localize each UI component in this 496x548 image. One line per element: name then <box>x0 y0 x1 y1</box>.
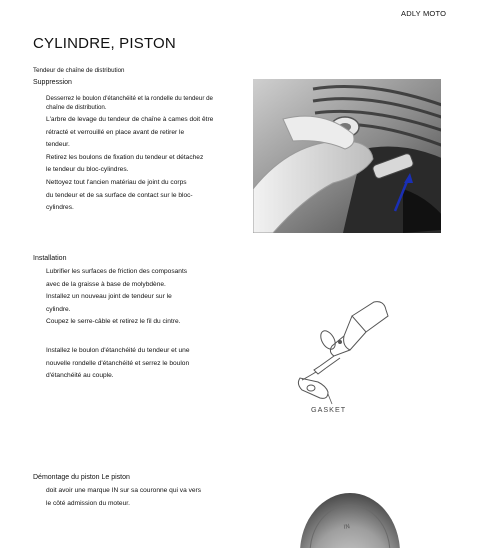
tensioner-removal-photo <box>253 79 463 233</box>
piston-text <box>46 485 266 510</box>
removal-intro <box>46 94 251 112</box>
page-title: CYLINDRE, PISTON <box>33 35 176 52</box>
gasket-label: GASKET <box>311 405 347 414</box>
text-line: cylindre. <box>46 305 71 313</box>
installation-steps-a <box>46 266 246 329</box>
text-line: du tendeur et de sa surface de contact sur le bloc- <box>46 191 193 199</box>
text-line: tendeur. <box>46 141 70 149</box>
removal-steps <box>46 114 251 215</box>
subheading-removal: Suppression <box>33 79 72 86</box>
text-line: Installez le boulon d'étanchéité du tendeur et une <box>46 347 190 354</box>
text-line: avec de la graisse à base de molybdène. <box>46 280 166 288</box>
installation-steps-b <box>46 345 246 383</box>
text-line: L'arbre de levage du tendeur de chaîne à cames doit être <box>46 116 214 123</box>
text-line: d'étanchéité au couple. <box>46 372 114 380</box>
svg-text:IN: IN <box>343 522 351 531</box>
text-line: Retirez les boulons de fixation du tendeur et détachez <box>46 153 204 161</box>
section-heading-piston: Démontage du piston Le piston <box>33 474 130 481</box>
text-line: Nettoyez tout l'ancien matériau de joint du corps <box>46 178 187 186</box>
text-line: Desserrez le boulon d'étanchéité et la rondelle du tendeur de <box>46 95 213 102</box>
text-line: doit avoir une marque IN sur sa couronne qui va vers <box>46 487 202 494</box>
brand-label: ADLY MOTO <box>401 9 447 18</box>
text-line: Installez un nouveau joint de tendeur sur le <box>46 293 172 301</box>
text-line: chaîne de distribution. <box>46 104 107 111</box>
tensioner-gasket-diagram <box>292 294 392 416</box>
section-heading-installation: Installation <box>33 255 67 262</box>
text-line: Lubrifier les surfaces de friction des composants <box>46 268 188 275</box>
text-line: nouvelle rondelle d'étanchéité et serrez le boulon <box>46 359 190 367</box>
section-heading-tensioner: Tendeur de chaîne de distribution <box>33 67 125 74</box>
piston-crown-photo <box>300 489 400 548</box>
text-line: le tendeur du bloc-cylindres. <box>46 166 129 174</box>
text-line: le côté admission du moteur. <box>46 499 130 507</box>
text-line: rétracté et verrouillé en place avant de retirer le <box>46 128 185 136</box>
text-line: cylindres. <box>46 204 74 212</box>
text-line: Coupez le serre-câble et retirez le fil du cintre. <box>46 318 181 326</box>
